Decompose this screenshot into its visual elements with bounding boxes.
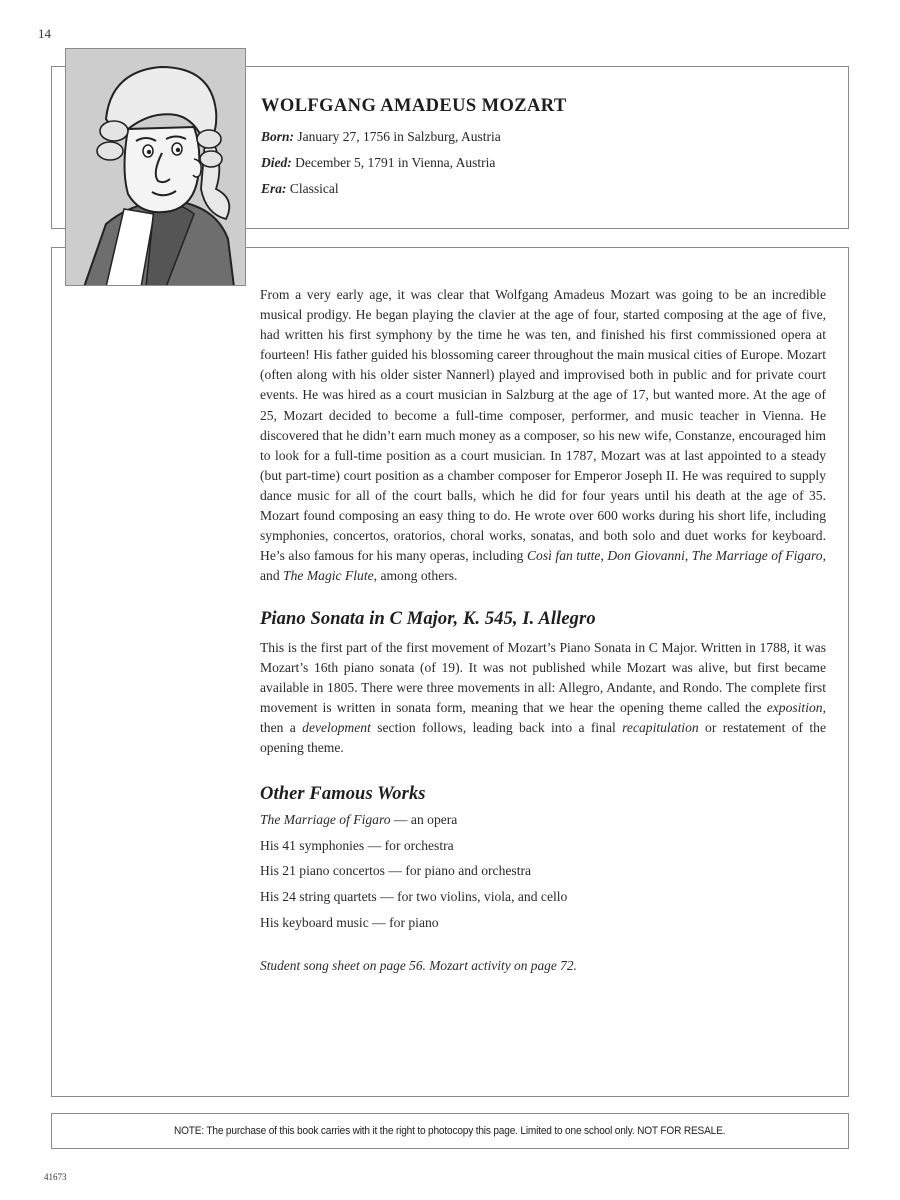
sonata-text-run: , then a xyxy=(260,699,826,735)
born-value: January 27, 1756 in Salzburg, Austria xyxy=(297,129,501,144)
mozart-caricature-icon xyxy=(66,49,246,286)
work-description: — for piano xyxy=(368,914,439,930)
bio-italic-run: Don Giovanni xyxy=(607,548,685,564)
page-number: 14 xyxy=(38,26,51,41)
born-label: Born: xyxy=(261,129,295,144)
work-description: — for two violins, viola, and cello xyxy=(376,888,568,904)
other-works-heading: Other Famous Works xyxy=(260,784,426,805)
bio-text-run: , xyxy=(684,548,692,564)
work-item xyxy=(260,861,826,887)
cross-reference: Student song sheet on page 56. Mozart activity on page 72. xyxy=(260,958,577,974)
bio-italic-run: Così fan tutte xyxy=(526,548,601,564)
work-item xyxy=(260,810,826,836)
work-title: His keyboard music xyxy=(260,914,369,930)
bio-text-run: , among others. xyxy=(373,568,458,584)
biography-paragraph xyxy=(260,285,826,586)
era-label: Era: xyxy=(261,181,287,196)
work-description: — for piano and orchestra xyxy=(384,863,532,879)
work-title: His 21 piano concertos xyxy=(260,863,385,879)
era-fact xyxy=(261,180,567,197)
document-code: 41673 xyxy=(44,1172,67,1182)
work-title: His 24 string quartets xyxy=(260,888,377,904)
composer-name: WOLFGANG AMADEUS MOZART xyxy=(261,96,567,116)
died-label: Died: xyxy=(261,155,292,170)
work-item xyxy=(260,836,826,862)
other-works-list xyxy=(260,810,826,938)
work-title: The Marriage of Figaro xyxy=(260,812,391,828)
era-value: Classical xyxy=(289,181,339,196)
photocopy-note-box xyxy=(51,1113,849,1149)
work-description: — for orchestra xyxy=(364,837,454,853)
work-title: His 41 symphonies xyxy=(260,837,365,853)
died-value: December 5, 1791 in Vienna, Austria xyxy=(295,155,496,170)
composer-portrait xyxy=(65,48,246,286)
sonata-text-run: or restatement of the opening theme. xyxy=(260,719,826,755)
died-fact xyxy=(261,154,567,171)
sonata-italic-run: exposition xyxy=(766,699,823,715)
photocopy-note: NOTE: The purchase of this book carries with it the right to photocopy this page. Limited to one school only. NOT FOR RESALE. xyxy=(174,1125,726,1137)
sonata-paragraph xyxy=(260,638,826,759)
work-item xyxy=(260,913,826,939)
sonata-italic-run: recapitulation xyxy=(622,719,699,735)
sonata-italic-run: development xyxy=(302,719,371,735)
sonata-heading: Piano Sonata in C Major, K. 545, I. Allegro xyxy=(260,609,596,630)
born-fact xyxy=(261,128,567,145)
bio-text-run: From a very early age, it was clear that Wolfgang Amadeus Mozart was going to be an incredible musical prodigy. He began playing the clavier at the age of four, started composing at the age of five, had written his first symphony by the time he was ten, and finished his first commissioned opera at fourteen! His father guided his blossoming career throughout the main musical cities of Europe. Mozart (often along with his older sister Nannerl) played and improvised both in public and for private court events. He was hired as a court musician in Salzburg at the age of 17, but wanted more. At the age of 25, Mozart decided to become a full-time composer, performer, and music teacher in Vienna. He discovered that he didn’t earn much money as a composer, so his new wife, Constanze, encouraged him to look for a full-time position as a court musician. In 1787, Mozart was at last appointed to a steady (but part-time) court position as a chamber composer for Emperor Joseph II. He was required to supply dance music for all of the court balls, which he did for four years until his death at the age of 35. Mozart found composing an easy thing to do. He wrote over 600 works during his short life, including symphonies, concertos, oratorios, choral works, sonatas, and both solo and duet works for keyboard. He’s also famous for his many operas, including xyxy=(260,287,826,564)
work-item xyxy=(260,887,826,913)
sonata-text-run: This is the first part of the first movement of Mozart’s Piano Sonata in C Major. Written in 1788, it was Mozart’s 16th piano sonata (of 19). It was not published while Mozart was alive, but first became available in 1805. There were three movements in all: Allegro, Andante, and Rondo. The complete first movement is written in sonata form, meaning that we hear the opening theme called the xyxy=(260,639,826,715)
bio-italic-run: The Magic Flute xyxy=(283,568,374,584)
bio-text-run: , and xyxy=(260,548,827,584)
main-content xyxy=(260,285,826,976)
bio-text-run: , xyxy=(600,548,608,564)
bio-italic-run: The Marriage of Figaro xyxy=(691,548,823,564)
work-description: — an opera xyxy=(390,812,458,828)
composer-header xyxy=(261,96,567,206)
sonata-text-run: section follows, leading back into a final xyxy=(370,719,623,735)
